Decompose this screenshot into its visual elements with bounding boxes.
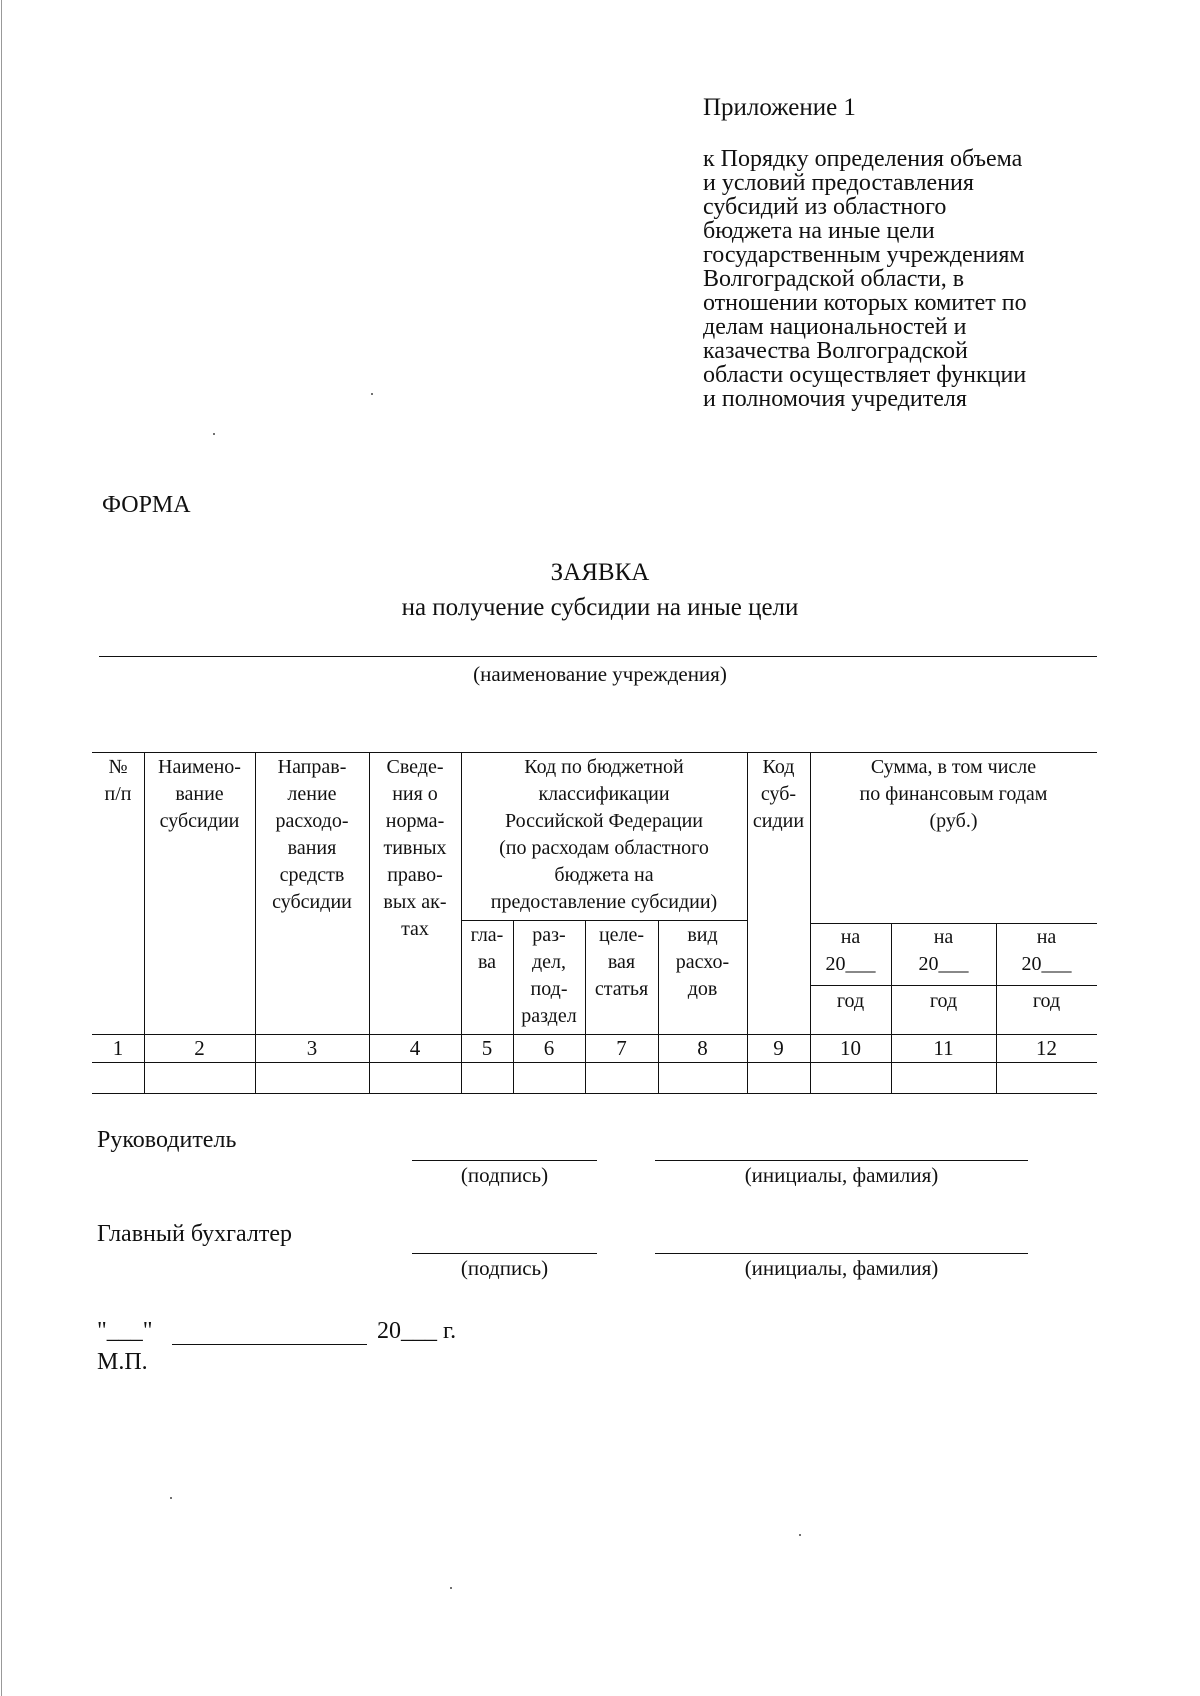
header-num: № п/п xyxy=(104,756,132,805)
column-number: 5 xyxy=(481,1036,493,1060)
scan-speck xyxy=(213,433,215,435)
institution-name-line xyxy=(99,656,1097,657)
table-rule xyxy=(810,985,1097,986)
date-day-blank[interactable]: ___ xyxy=(106,1318,143,1344)
head-signature-line[interactable] xyxy=(412,1160,597,1161)
accountant-signature-line[interactable] xyxy=(412,1253,597,1254)
date-line xyxy=(97,1318,153,1345)
date-quote: " xyxy=(142,1318,153,1344)
appendix-line: казачества Волгоградской xyxy=(703,338,968,364)
header-subsidy-name: Наимено- вание субсидии xyxy=(158,756,241,832)
date-year xyxy=(377,1318,456,1345)
header-year-label: год xyxy=(929,990,958,1012)
header-year-label: год xyxy=(836,990,865,1012)
header-target-article: целе- вая статья xyxy=(594,924,649,1000)
header-section: раз- дел, под- раздел xyxy=(521,924,577,1027)
date-year-prefix: 20 xyxy=(377,1318,401,1344)
column-number: 6 xyxy=(543,1036,555,1060)
header-year-2: на 20___ xyxy=(918,926,969,975)
header-year-1: на 20___ xyxy=(825,926,876,975)
header-expense-type: вид расхо- дов xyxy=(675,924,730,1000)
chief-accountant-label: Главный бухгалтер xyxy=(97,1221,292,1247)
appendix-title: Приложение 1 xyxy=(703,94,856,121)
header-year-3: на 20___ xyxy=(1021,926,1072,975)
header-legal-acts: Сведе- ния о норма- тивных право- вых ак- тах xyxy=(383,756,447,940)
scan-speck xyxy=(170,1497,172,1499)
column-number: 2 xyxy=(194,1036,205,1060)
document-title: ЗАЯВКА xyxy=(550,559,650,586)
document-subtitle: на получение субсидии на иные цели xyxy=(401,594,799,621)
appendix-line: области осуществляет функции xyxy=(703,362,1027,388)
head-name-caption: (инициалы, фамилия) xyxy=(744,1163,939,1187)
appendix-line: делам национальностей и xyxy=(703,314,967,340)
appendix-line: субсидий из областного xyxy=(703,194,947,220)
head-label: Руководитель xyxy=(97,1127,237,1153)
appendix-line: отношении которых комитет по xyxy=(703,290,1027,316)
date-year-blank[interactable]: ___ xyxy=(401,1318,437,1344)
stamp-place: М.П. xyxy=(97,1349,148,1375)
head-signature-caption: (подпись) xyxy=(460,1163,549,1187)
column-number: 11 xyxy=(933,1036,954,1060)
scan-speck xyxy=(371,393,373,395)
column-number: 8 xyxy=(697,1036,708,1060)
head-name-line[interactable] xyxy=(655,1160,1028,1161)
institution-caption: (наименование учреждения) xyxy=(473,662,727,686)
header-amount: Сумма, в том числе по финансовым годам (руб.) xyxy=(859,756,1048,832)
appendix-line: государственным учреждениям xyxy=(703,242,1025,268)
appendix-line: и условий предоставления xyxy=(703,170,974,196)
scan-speck xyxy=(799,1534,801,1536)
subsidy-request-table xyxy=(92,752,1097,1095)
form-label: ФОРМА xyxy=(102,492,191,518)
column-number: 4 xyxy=(409,1036,421,1060)
scan-speck xyxy=(450,1587,452,1589)
appendix-line: к Порядку определения объема xyxy=(703,146,1023,172)
table-border xyxy=(92,1093,1097,1094)
column-number: 12 xyxy=(1036,1036,1057,1060)
scan-edge xyxy=(1,0,2,1696)
column-number: 1 xyxy=(112,1036,124,1060)
header-budget-classification: Код по бюджетной классификации Российской Федерации (по расходам областного бюджета на предоставление субсидии) xyxy=(490,756,718,913)
header-year-label: год xyxy=(1032,990,1061,1012)
table-rule xyxy=(92,1062,1097,1063)
column-number: 3 xyxy=(306,1036,318,1060)
appendix-line: Волгоградской области, в xyxy=(703,266,965,292)
table-border xyxy=(92,752,1097,753)
date-month-line[interactable] xyxy=(172,1344,367,1345)
appendix-text xyxy=(703,147,1123,411)
accountant-name-line[interactable] xyxy=(655,1253,1028,1254)
appendix-line: бюджета на иные цели xyxy=(703,218,935,244)
accountant-signature-caption: (подпись) xyxy=(460,1256,549,1280)
header-spending-direction: Направ- ление расходо- вания средств субсидии xyxy=(272,756,352,913)
header-chapter: гла- ва xyxy=(470,924,504,973)
appendix-line: и полномочия учредителя xyxy=(703,386,967,412)
column-number: 10 xyxy=(840,1036,861,1060)
table-rule xyxy=(461,920,747,921)
date-year-suffix: г. xyxy=(443,1318,457,1344)
column-number: 7 xyxy=(616,1036,627,1060)
column-number: 9 xyxy=(773,1036,784,1060)
header-subsidy-code: Код суб- сидии xyxy=(752,756,805,832)
date-quote: " xyxy=(97,1318,107,1344)
accountant-name-caption: (инициалы, фамилия) xyxy=(744,1256,939,1280)
